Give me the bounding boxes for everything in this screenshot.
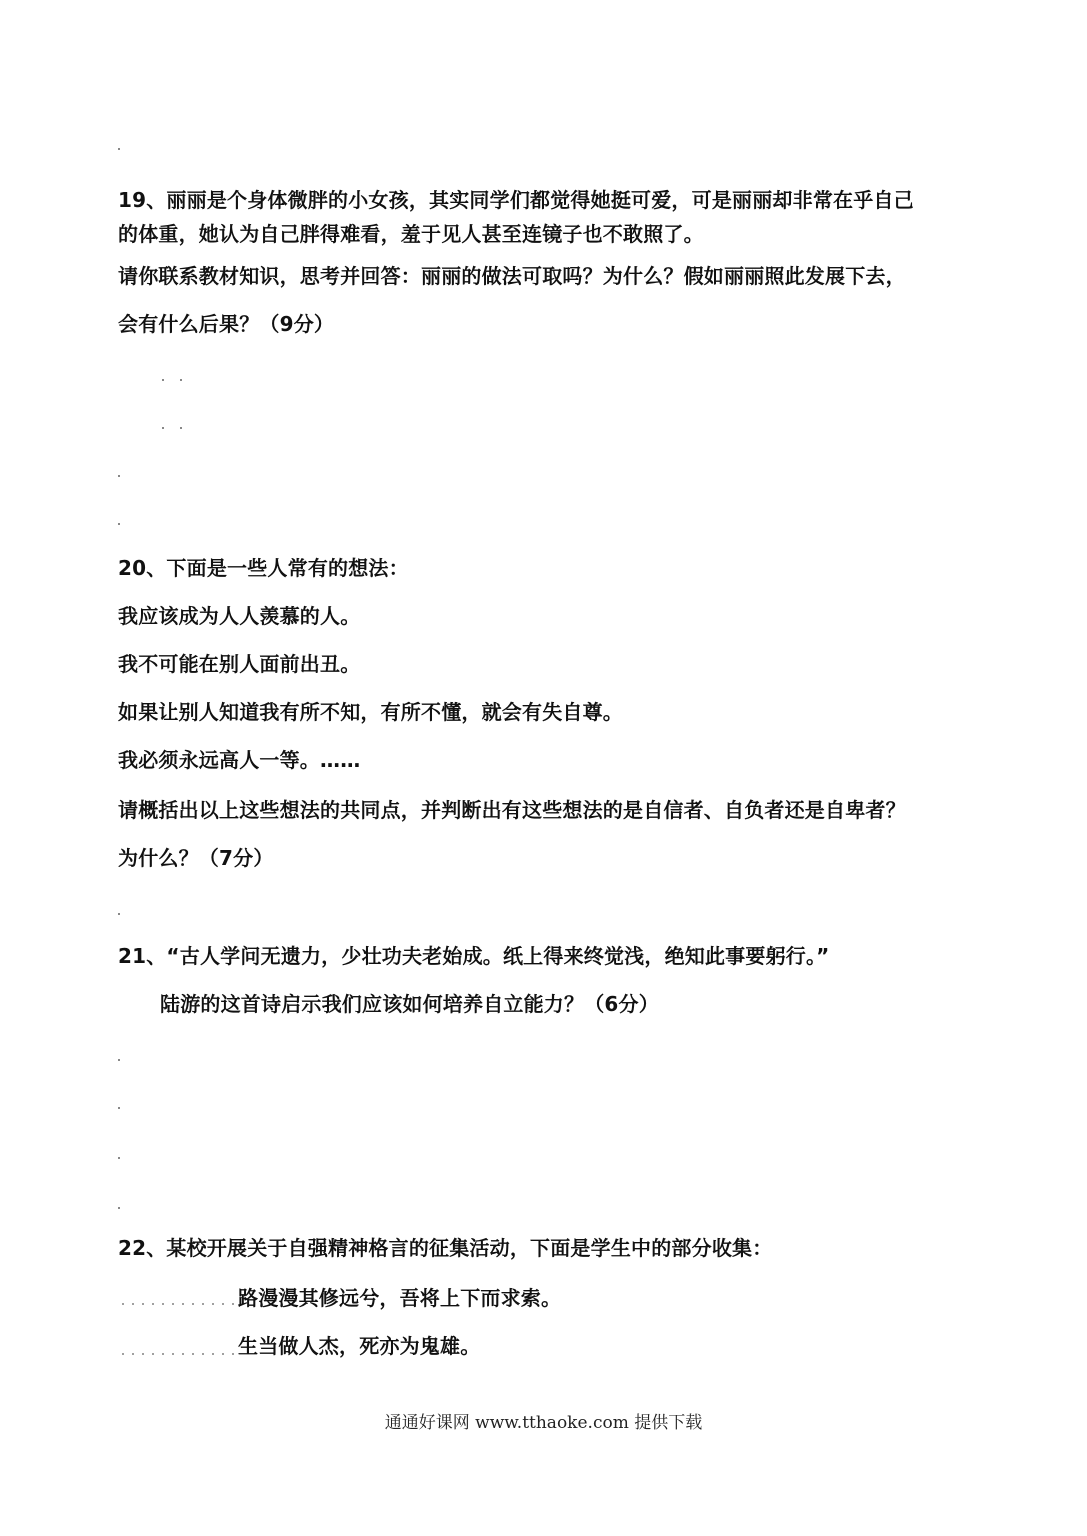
answer-space-marker bbox=[162, 379, 164, 381]
answer-space-marker bbox=[118, 913, 120, 915]
answer-space-marker bbox=[118, 1207, 120, 1209]
answer-space-marker bbox=[118, 1107, 120, 1109]
q19-line-4: 会有什么后果？（9分） bbox=[118, 312, 335, 336]
q19-line-3: 请你联系教材知识，思考并回答：丽丽的做法可取吗？为什么？假如丽丽照此发展下去， bbox=[118, 264, 906, 288]
answer-space-marker bbox=[118, 1059, 120, 1061]
q21-line-1: 21、“古人学问无遗力，少壮功夫老始成。纸上得来终觉浅，绝知此事要躬行。” bbox=[118, 944, 830, 968]
answer-space-marker bbox=[180, 379, 182, 381]
q20-thought-3: 如果让别人知道我有所不知，有所不懂，就会有失自尊。 bbox=[118, 700, 623, 724]
answer-space-marker bbox=[118, 1157, 120, 1159]
answer-space-marker bbox=[118, 523, 120, 525]
q20-thought-1: 我应该成为人人羡慕的人。 bbox=[118, 604, 361, 628]
q22-quote-2: 生当做人杰，死亦为鬼雄。 bbox=[238, 1334, 481, 1358]
answer-space-marker bbox=[118, 475, 120, 477]
indent-dot-leader bbox=[118, 1353, 236, 1355]
answer-space-marker bbox=[180, 427, 182, 429]
blank-line-marker bbox=[118, 148, 120, 150]
q20-thought-2: 我不可能在别人面前出丑。 bbox=[118, 652, 361, 676]
footer-source: 通通好课网 www.tthaoke.com 提供下载 bbox=[384, 1413, 703, 1433]
q21-line-2: 陆游的这首诗启示我们应该如何培养自立能力？（6分） bbox=[160, 992, 659, 1016]
q20-thought-4: 我必须永远高人一等。…… bbox=[118, 748, 361, 772]
q22-intro: 22、某校开展关于自强精神格言的征集活动，下面是学生中的部分收集： bbox=[118, 1236, 773, 1260]
q19-line-1: 19、丽丽是个身体微胖的小女孩，其实同学们都觉得她挺可爱，可是丽丽却非常在乎自己 bbox=[118, 188, 914, 212]
q20-prompt-2: 为什么？（7分） bbox=[118, 846, 274, 870]
q20-prompt-1: 请概括出以上这些想法的共同点，并判断出有这些想法的是自信者、自负者还是自卑者？ bbox=[118, 798, 906, 822]
indent-dot-leader bbox=[118, 1303, 236, 1305]
q22-quote-1: 路漫漫其修远兮，吾将上下而求索。 bbox=[238, 1286, 562, 1310]
q19-line-2: 的体重，她认为自己胖得难看，羞于见人甚至连镜子也不敢照了。 bbox=[118, 222, 704, 246]
q20-intro: 20、下面是一些人常有的想法： bbox=[118, 556, 409, 580]
answer-space-marker bbox=[162, 427, 164, 429]
